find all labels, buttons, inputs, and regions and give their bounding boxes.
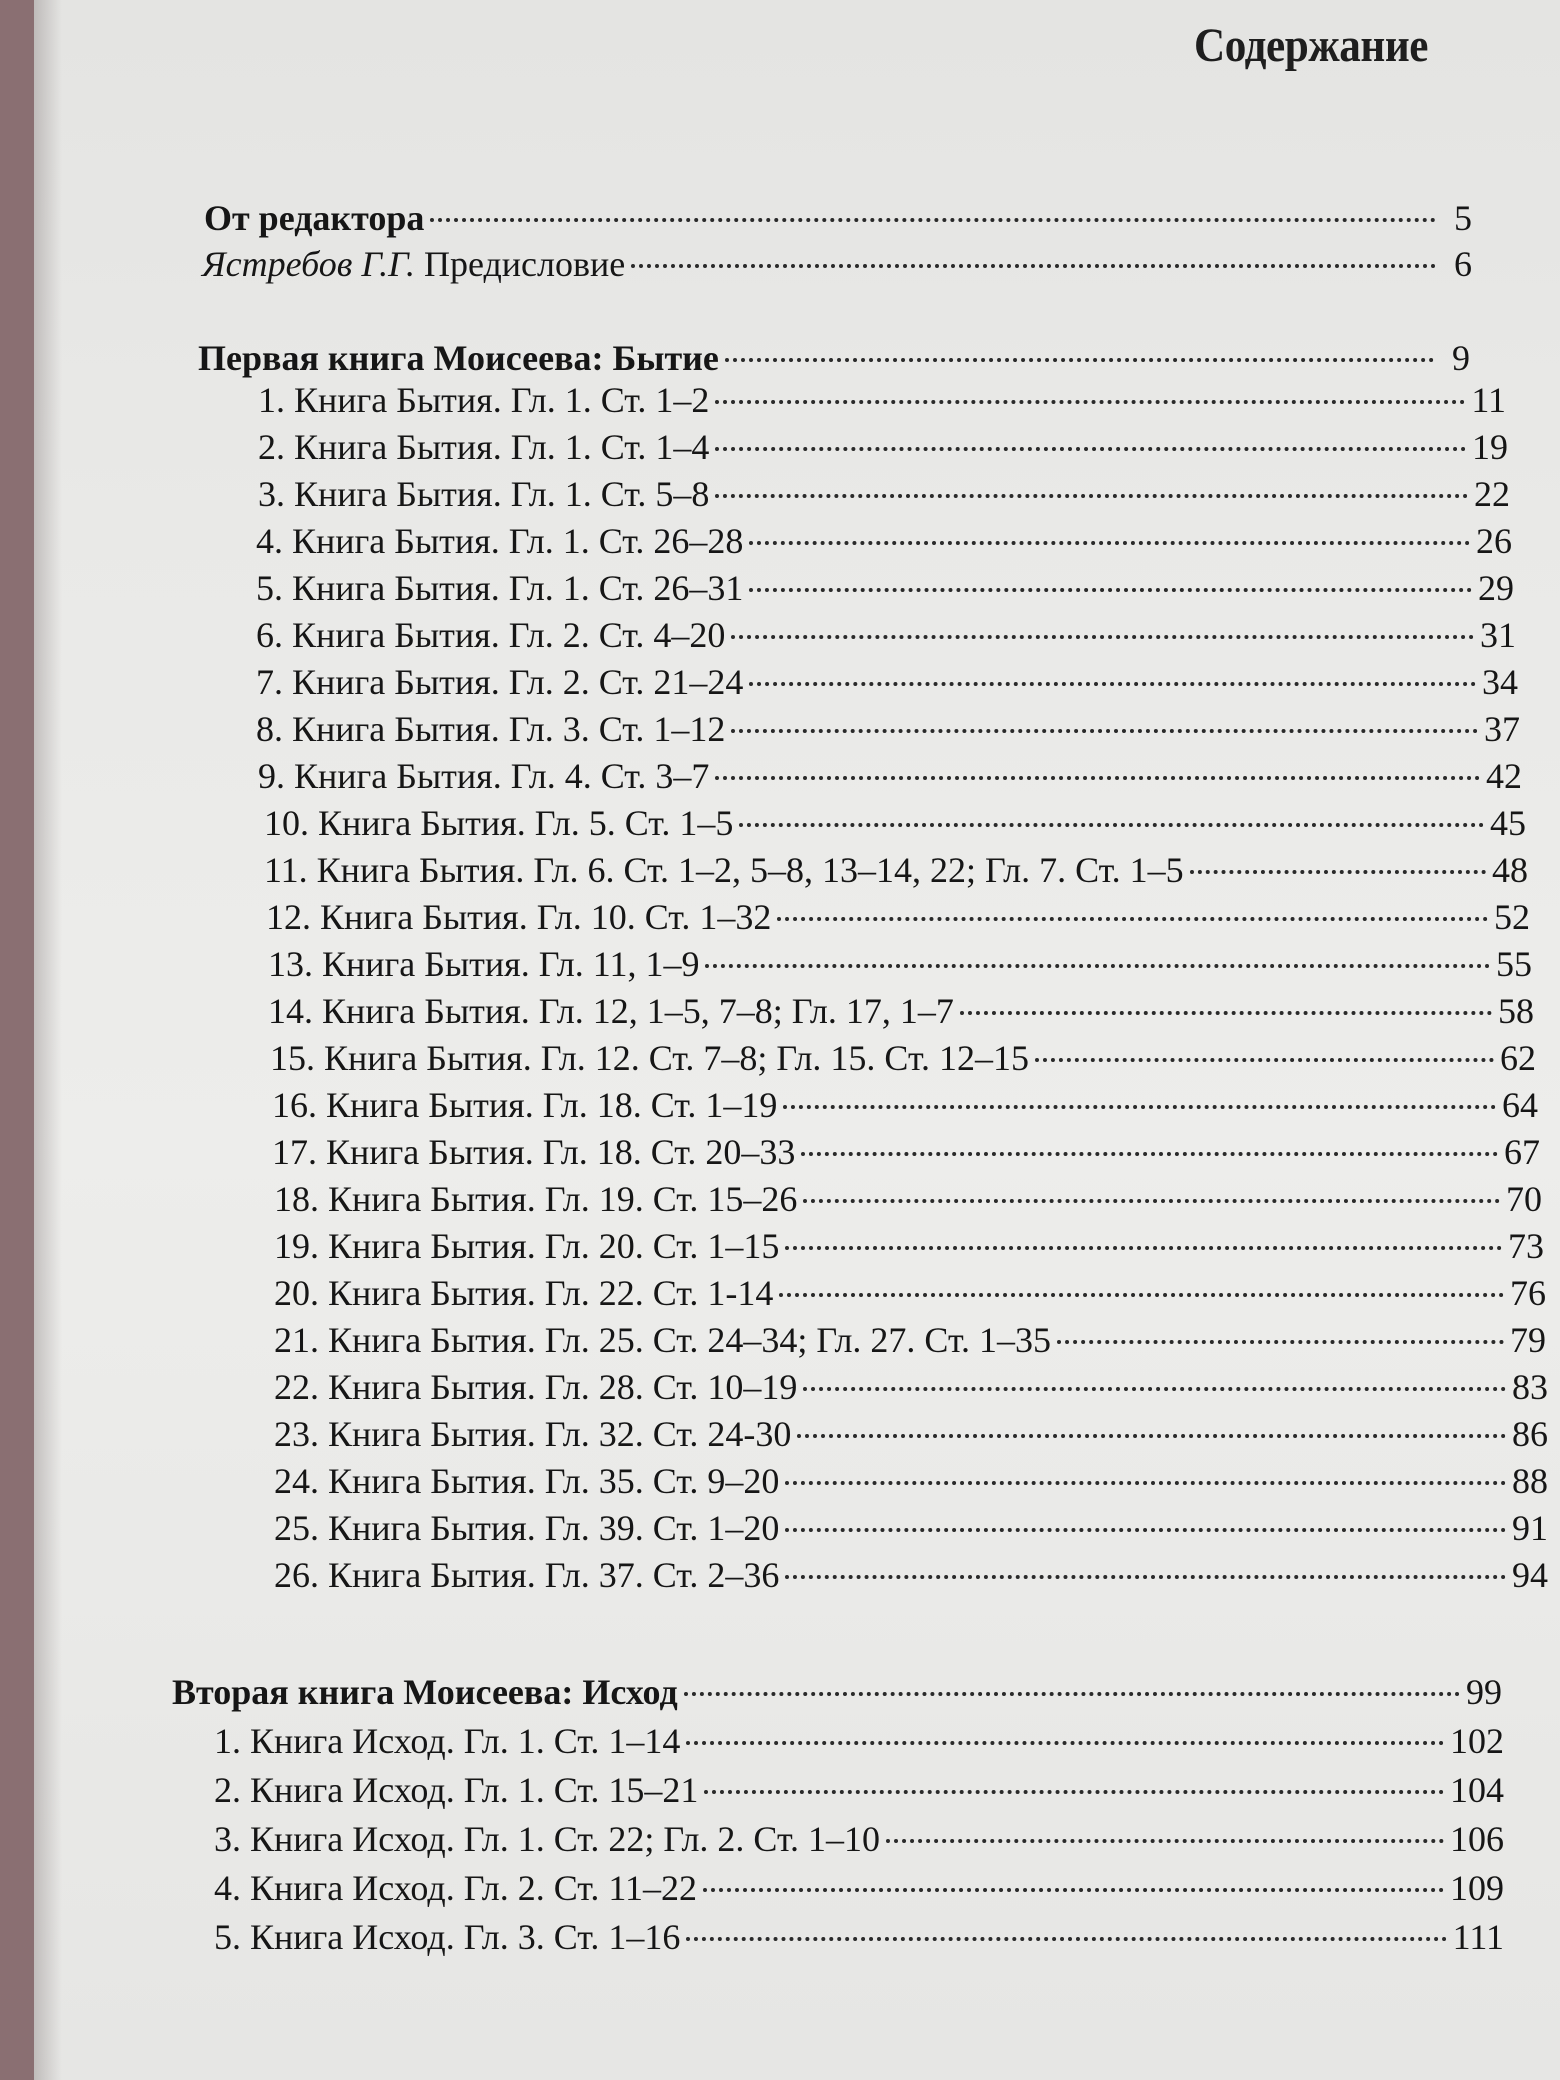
- dot-leader: [715, 411, 1466, 451]
- toc-entry: [258, 372, 1506, 420]
- toc-entry: [214, 1811, 1504, 1859]
- dot-leader: [749, 552, 1472, 592]
- toc-entry: [274, 1359, 1548, 1407]
- toc-entry-page: 6: [1454, 244, 1472, 284]
- toc-entry-page: 67: [1504, 1132, 1540, 1172]
- dot-leader: [684, 1656, 1460, 1696]
- toc-entry-title: 22. Книга Бытия. Гл. 28. Ст. 10–19: [274, 1367, 798, 1407]
- toc-entry: [270, 1030, 1536, 1078]
- toc-entry-title: 26. Книга Бытия. Гл. 37. Ст. 2–36: [274, 1555, 780, 1595]
- dot-leader: [715, 740, 1480, 780]
- toc-entry-title: 20. Книга Бытия. Гл. 22. Ст. 1-14: [274, 1273, 774, 1313]
- toc-entry-page: 29: [1478, 568, 1514, 608]
- dot-leader: [715, 458, 1468, 498]
- dot-leader: [1035, 1022, 1494, 1062]
- toc-entry: [258, 466, 1510, 514]
- dot-leader: [686, 1705, 1444, 1745]
- toc-entry-page: 34: [1482, 662, 1518, 702]
- toc-entry-page: 106: [1450, 1819, 1504, 1859]
- toc-entry: [256, 560, 1514, 608]
- toc-entry-title: 17. Книга Бытия. Гл. 18. Ст. 20–33: [272, 1132, 796, 1172]
- toc-entry-title: 11. Книга Бытия. Гл. 6. Ст. 1–2, 5–8, 13–14, 22; Гл. 7. Ст. 1–5: [264, 850, 1184, 890]
- toc-entry: [256, 701, 1520, 749]
- toc-entry-title: 15. Книга Бытия. Гл. 12. Ст. 7–8; Гл. 15. Ст. 12–15: [270, 1038, 1029, 1078]
- dot-leader: [785, 1445, 1506, 1485]
- toc-entry-title: 19. Книга Бытия. Гл. 20. Ст. 1–15: [274, 1226, 780, 1266]
- toc-entry-title: 13. Книга Бытия. Гл. 11, 1–9: [268, 944, 700, 984]
- toc-entry-title: 24. Книга Бытия. Гл. 35. Ст. 9–20: [274, 1461, 780, 1501]
- toc-entry: [266, 889, 1530, 937]
- toc-entry-title: 18. Книга Бытия. Гл. 19. Ст. 15–26: [274, 1179, 798, 1219]
- dot-leader: [785, 1210, 1502, 1250]
- dot-leader: [803, 1163, 1500, 1203]
- dot-leader: [797, 1398, 1506, 1438]
- toc-entry-page: 22: [1474, 474, 1510, 514]
- dot-leader: [886, 1803, 1444, 1843]
- table-of-contents: [34, 0, 1560, 2080]
- dot-leader: [960, 975, 1492, 1015]
- toc-entry-title: 12. Книга Бытия. Гл. 10. Ст. 1–32: [266, 897, 772, 937]
- toc-entry: [274, 1547, 1548, 1595]
- toc-entry: [274, 1265, 1546, 1313]
- toc-entry-page: 91: [1512, 1508, 1548, 1548]
- dot-leader: [704, 1754, 1444, 1794]
- dot-leader: [715, 364, 1465, 404]
- toc-entry-title: 1. Книга Бытия. Гл. 1. Ст. 1–2: [258, 380, 710, 420]
- toc-entry-title: 1. Книга Исход. Гл. 1. Ст. 1–14: [214, 1721, 681, 1761]
- toc-entry-page: 45: [1490, 803, 1526, 843]
- dot-leader: [785, 1492, 1506, 1532]
- dot-leader: [430, 182, 1436, 222]
- toc-entry: [274, 1312, 1546, 1360]
- toc-entry: [272, 1077, 1538, 1125]
- toc-entry-title: 5. Книга Бытия. Гл. 1. Ст. 26–31: [256, 568, 744, 608]
- toc-entry: [274, 1453, 1548, 1501]
- toc-section-title: Первая книга Моисеева: Бытие: [198, 338, 719, 378]
- toc-entry: [272, 1124, 1540, 1172]
- toc-entry-title: [202, 243, 625, 285]
- dot-leader: [686, 1901, 1446, 1941]
- toc-entry-title: 6. Книга Бытия. Гл. 2. Ст. 4–20: [256, 615, 726, 655]
- toc-entry-page: 64: [1502, 1085, 1538, 1125]
- dot-leader: [731, 693, 1478, 733]
- toc-entry: [258, 419, 1508, 467]
- toc-entry-title: 16. Книга Бытия. Гл. 18. Ст. 1–19: [272, 1085, 778, 1125]
- toc-entry: [256, 607, 1516, 655]
- toc-entry: [256, 654, 1518, 702]
- toc-entry-title: 4. Книга Исход. Гл. 2. Ст. 11–22: [214, 1868, 697, 1908]
- dot-leader: [1057, 1304, 1504, 1344]
- toc-entry-page: 42: [1486, 756, 1522, 796]
- toc-entry: [214, 1909, 1504, 1957]
- dot-leader: [783, 1069, 1496, 1109]
- toc-entry: [256, 513, 1512, 561]
- toc-section-title: Вторая книга Моисеева: Исход: [172, 1672, 678, 1712]
- toc-entry-page: 5: [1454, 198, 1472, 238]
- dot-leader: [749, 505, 1470, 545]
- toc-entry-title: 3. Книга Бытия. Гл. 1. Ст. 5–8: [258, 474, 710, 514]
- toc-entry-title: 4. Книга Бытия. Гл. 1. Ст. 26–28: [256, 521, 744, 561]
- toc-entry-page: 26: [1476, 521, 1512, 561]
- toc-entry-title: 10. Книга Бытия. Гл. 5. Ст. 1–5: [264, 803, 734, 843]
- toc-section-page: 99: [1466, 1672, 1502, 1712]
- dot-leader: [705, 928, 1490, 968]
- toc-entry-page: 73: [1508, 1226, 1544, 1266]
- dot-leader: [631, 228, 1436, 268]
- toc-entry: [258, 748, 1522, 796]
- toc-entry-title: 3. Книга Исход. Гл. 1. Ст. 22; Гл. 2. Ст. 1–10: [214, 1819, 880, 1859]
- toc-entry-title: 23. Книга Бытия. Гл. 32. Ст. 24-30: [274, 1414, 792, 1454]
- toc-entry-page: 83: [1512, 1367, 1548, 1407]
- toc-entry-page: 102: [1450, 1721, 1504, 1761]
- toc-entry-title: 8. Книга Бытия. Гл. 3. Ст. 1–12: [256, 709, 726, 749]
- dot-leader: [725, 322, 1434, 362]
- toc-entry-title: 14. Книга Бытия. Гл. 12, 1–5, 7–8; Гл. 17, 1–7: [268, 991, 954, 1031]
- toc-entry-page: 55: [1496, 944, 1532, 984]
- toc-entry-title: От редактора: [204, 198, 425, 238]
- toc-section-page: 9: [1452, 338, 1470, 378]
- toc-entry-title: 2. Книга Исход. Гл. 1. Ст. 15–21: [214, 1770, 699, 1810]
- toc-entry: [274, 1406, 1548, 1454]
- toc-section-exodus: [172, 1664, 1502, 1712]
- toc-entry-page: 86: [1512, 1414, 1548, 1454]
- toc-entry-page: 52: [1494, 897, 1530, 937]
- toc-entry: [274, 1218, 1544, 1266]
- toc-entry-page: 104: [1450, 1770, 1504, 1810]
- toc-entry-page: 76: [1510, 1273, 1546, 1313]
- toc-entry-title: 21. Книга Бытия. Гл. 25. Ст. 24–34; Гл. 27. Ст. 1–35: [274, 1320, 1051, 1360]
- dot-leader: [731, 599, 1474, 639]
- toc-entry: [214, 1762, 1504, 1810]
- toc-entry-page: 48: [1492, 850, 1528, 890]
- toc-entry-title: 7. Книга Бытия. Гл. 2. Ст. 21–24: [256, 662, 744, 702]
- toc-entry-page: 58: [1498, 991, 1534, 1031]
- toc-entry: [264, 842, 1528, 890]
- author-name: Ястребов Г.Г.: [202, 244, 415, 284]
- toc-entry-title: 5. Книга Исход. Гл. 3. Ст. 1–16: [214, 1917, 681, 1957]
- toc-entry-page: 79: [1510, 1320, 1546, 1360]
- toc-entry: [268, 936, 1532, 984]
- toc-entry: [268, 983, 1534, 1031]
- preface-label: Предисловие: [414, 244, 626, 284]
- toc-entry-preface: [202, 236, 1472, 284]
- toc-entry-page: 88: [1512, 1461, 1548, 1501]
- toc-entry-page: 62: [1500, 1038, 1536, 1078]
- toc-entry-page: 111: [1452, 1917, 1504, 1957]
- toc-entry: [274, 1500, 1548, 1548]
- book-page: [34, 0, 1560, 2080]
- toc-entry: [274, 1171, 1542, 1219]
- dot-leader: [739, 787, 1484, 827]
- toc-entry-page: 11: [1471, 380, 1506, 420]
- dot-leader: [801, 1116, 1498, 1156]
- toc-entry-title: 9. Книга Бытия. Гл. 4. Ст. 3–7: [258, 756, 710, 796]
- toc-entry-page: 31: [1480, 615, 1516, 655]
- dot-leader: [777, 881, 1488, 921]
- dot-leader: [803, 1351, 1506, 1391]
- toc-entry-page: 37: [1484, 709, 1520, 749]
- dot-leader: [785, 1539, 1506, 1579]
- page-heading: Содержание: [1194, 19, 1428, 72]
- toc-entry-page: 19: [1472, 427, 1508, 467]
- toc-entry-page: 109: [1450, 1868, 1504, 1908]
- toc-entry-page: 94: [1512, 1555, 1548, 1595]
- toc-entry: [264, 795, 1526, 843]
- dot-leader: [1190, 834, 1486, 874]
- dot-leader: [703, 1852, 1444, 1892]
- toc-entry-title: 2. Книга Бытия. Гл. 1. Ст. 1–4: [258, 427, 710, 467]
- dot-leader: [749, 646, 1476, 686]
- toc-entry-title: 25. Книга Бытия. Гл. 39. Ст. 1–20: [274, 1508, 780, 1548]
- dot-leader: [779, 1257, 1504, 1297]
- toc-entry: [214, 1713, 1504, 1761]
- toc-entry-page: 70: [1506, 1179, 1542, 1219]
- toc-entry: [214, 1860, 1504, 1908]
